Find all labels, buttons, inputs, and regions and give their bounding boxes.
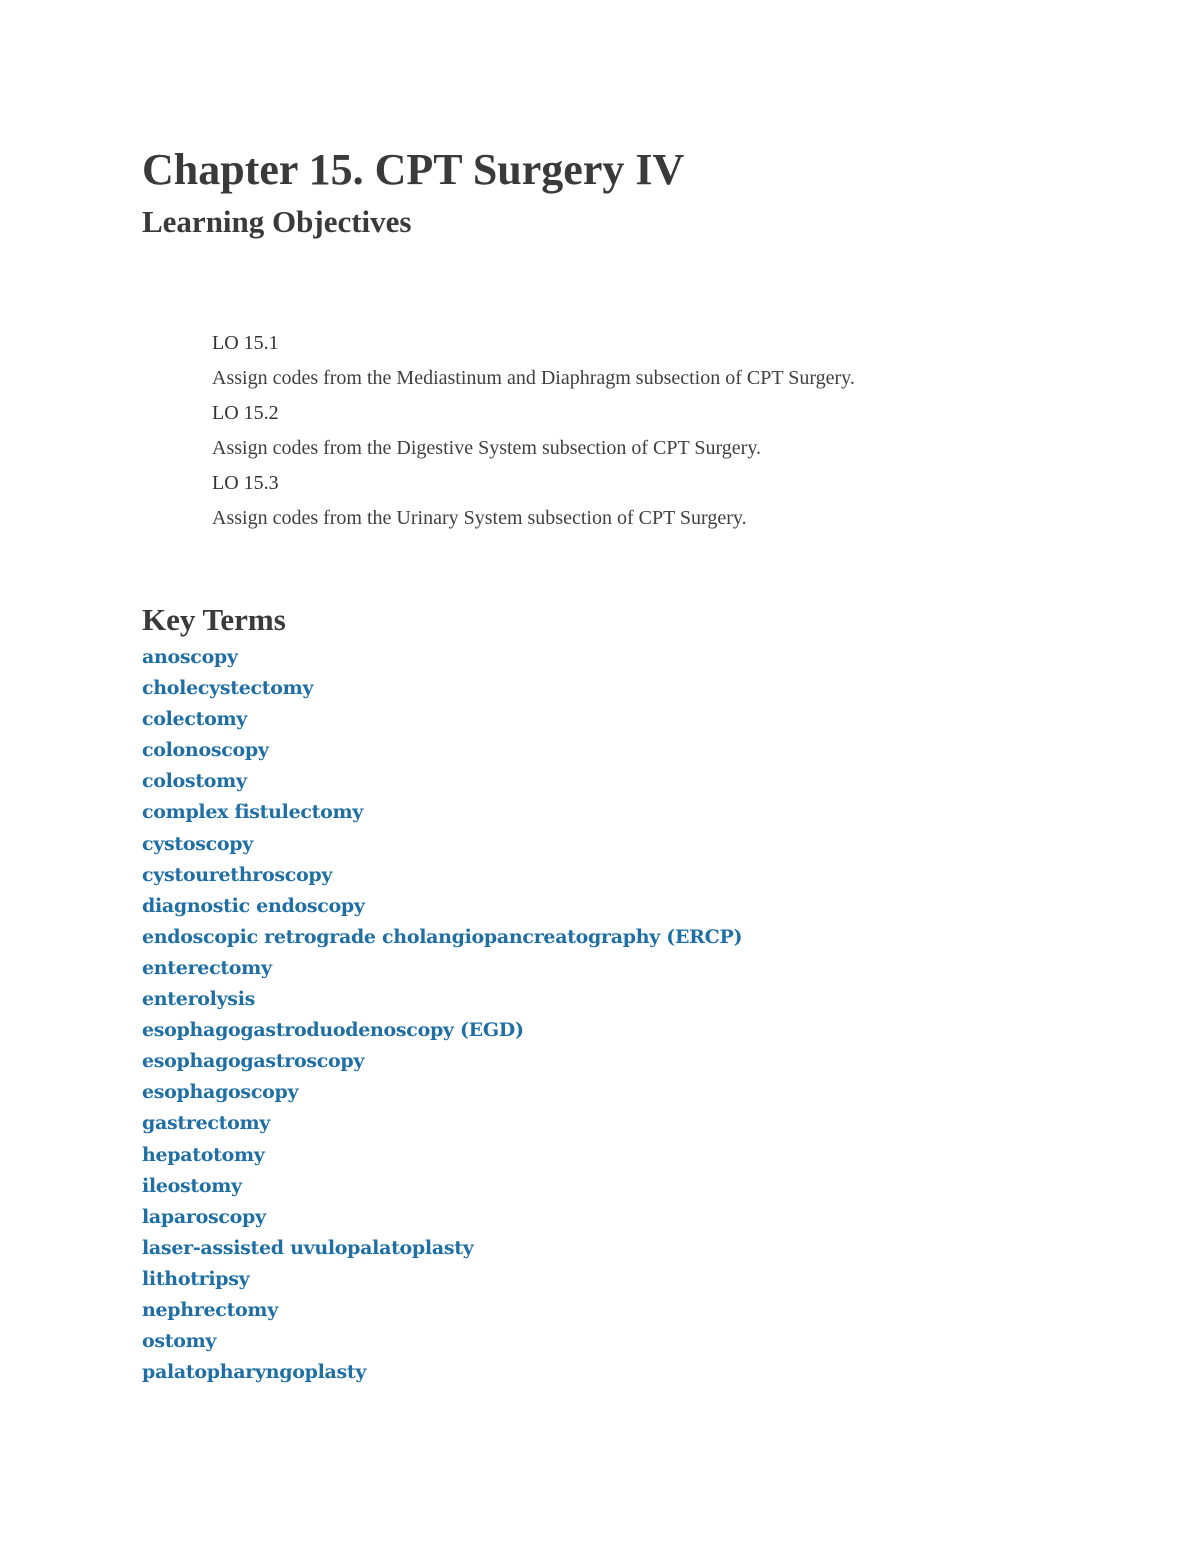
key-term-link[interactable]: cholecystectomy — [142, 677, 314, 700]
key-term-link[interactable]: anoscopy — [142, 646, 238, 668]
key-term-link[interactable]: esophagoscopy — [142, 1081, 299, 1104]
key-term-link[interactable]: ileostomy — [142, 1174, 242, 1197]
key-term-link[interactable]: hepatotomy — [142, 1143, 265, 1166]
key-term-link[interactable]: cystoscopy — [142, 832, 254, 855]
key-term-link[interactable]: enterolysis — [142, 988, 256, 1011]
objective-label: LO 15.2 — [212, 402, 279, 424]
key-terms-list — [142, 642, 1142, 1388]
key-term-link[interactable]: ostomy — [142, 1330, 217, 1353]
document-page — [142, 140, 1142, 1388]
key-term-link[interactable]: endoscopic retrograde cholangiopancreatography (ERCP) — [142, 925, 743, 948]
key-term-link[interactable]: colonoscopy — [142, 739, 269, 762]
key-term-link[interactable]: esophagogastroscopy — [142, 1050, 365, 1073]
key-term-link[interactable]: colostomy — [142, 770, 247, 793]
key-term-link[interactable]: cystourethroscopy — [142, 863, 333, 886]
key-term-link[interactable]: palatopharyngoplasty — [142, 1361, 367, 1384]
key-term-link[interactable]: enterectomy — [142, 956, 272, 979]
key-term-link[interactable]: gastrectomy — [142, 1112, 271, 1135]
learning-objectives-heading: Learning Objectives — [142, 204, 412, 239]
objective-description: Assign codes from the Urinary System subsection of CPT Surgery. — [212, 507, 747, 529]
learning-objectives-list — [212, 326, 1142, 536]
objective-description: Assign codes from the Mediastinum and Diaphragm subsection of CPT Surgery. — [212, 367, 855, 389]
objective-label: LO 15.3 — [212, 472, 279, 494]
key-term-link[interactable]: laparoscopy — [142, 1205, 266, 1228]
objective-label: LO 15.1 — [212, 332, 279, 354]
key-term-link[interactable]: lithotripsy — [142, 1267, 250, 1290]
key-terms-heading: Key Terms — [142, 602, 286, 637]
key-term-link[interactable]: laser-assisted uvulopalatoplasty — [142, 1236, 474, 1259]
chapter-title: Chapter 15. CPT Surgery IV — [142, 145, 685, 194]
objective-description: Assign codes from the Digestive System subsection of CPT Surgery. — [212, 437, 762, 459]
key-term-link[interactable]: colectomy — [142, 708, 248, 731]
key-term-link[interactable]: esophagogastroduodenoscopy (EGD) — [142, 1019, 524, 1042]
key-term-link[interactable]: nephrectomy — [142, 1298, 278, 1321]
key-term-link[interactable]: diagnostic endoscopy — [142, 894, 365, 917]
key-term-link[interactable]: complex fistulectomy — [142, 801, 364, 824]
